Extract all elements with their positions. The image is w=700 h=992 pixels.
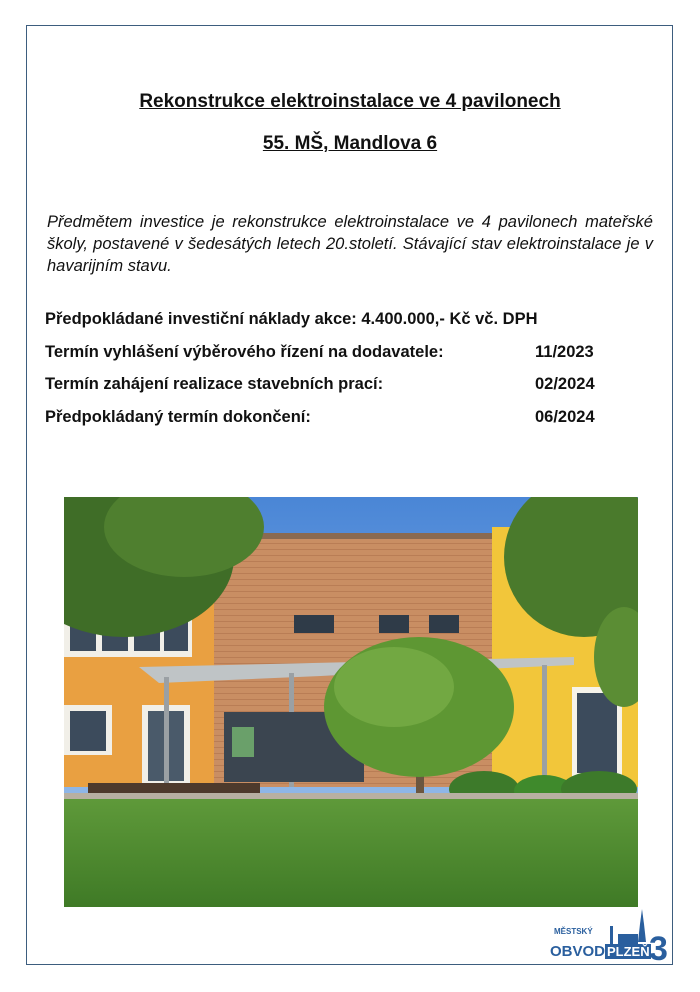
- info-row-costs: [45, 310, 645, 329]
- info-value: 11/2023: [535, 343, 594, 361]
- info-label: Předpokládané investiční náklady akce: 4.400.000,- Kč vč. DPH: [45, 310, 538, 328]
- page-subtitle: 55. MŠ, Mandlova 6: [262, 133, 438, 154]
- svg-text:PLZEŇ: PLZEŇ: [607, 944, 650, 959]
- project-description: Předmětem investice je rekonstrukce elektroinstalace ve 4 pavilonech mateřské školy, postavené v šedesátých letech 20.století. Stávající stav elektroinstalace je v havarijním stavu.: [47, 213, 653, 275]
- info-label: Předpokládaný termín dokončení:: [45, 408, 311, 426]
- info-row-tender: [45, 343, 645, 362]
- mestsky-obvod-plzen-3-logo: [548, 904, 668, 966]
- info-row-completion: [45, 408, 645, 427]
- info-row-start: [45, 375, 645, 394]
- svg-text:MĚSTSKÝ: MĚSTSKÝ: [554, 927, 593, 936]
- info-label: Termín zahájení realizace stavebních prací:: [45, 375, 384, 393]
- info-label: Termín vyhlášení výběrového řízení na dodavatele:: [45, 343, 444, 361]
- kindergarten-photo: [64, 497, 638, 907]
- svg-text:3: 3: [649, 930, 668, 966]
- info-value: 06/2024: [535, 408, 595, 426]
- page-title: Rekonstrukce elektroinstalace ve 4 pavilonech: [139, 91, 561, 112]
- info-value: 02/2024: [535, 375, 595, 393]
- svg-text:OBVOD: OBVOD: [550, 943, 606, 960]
